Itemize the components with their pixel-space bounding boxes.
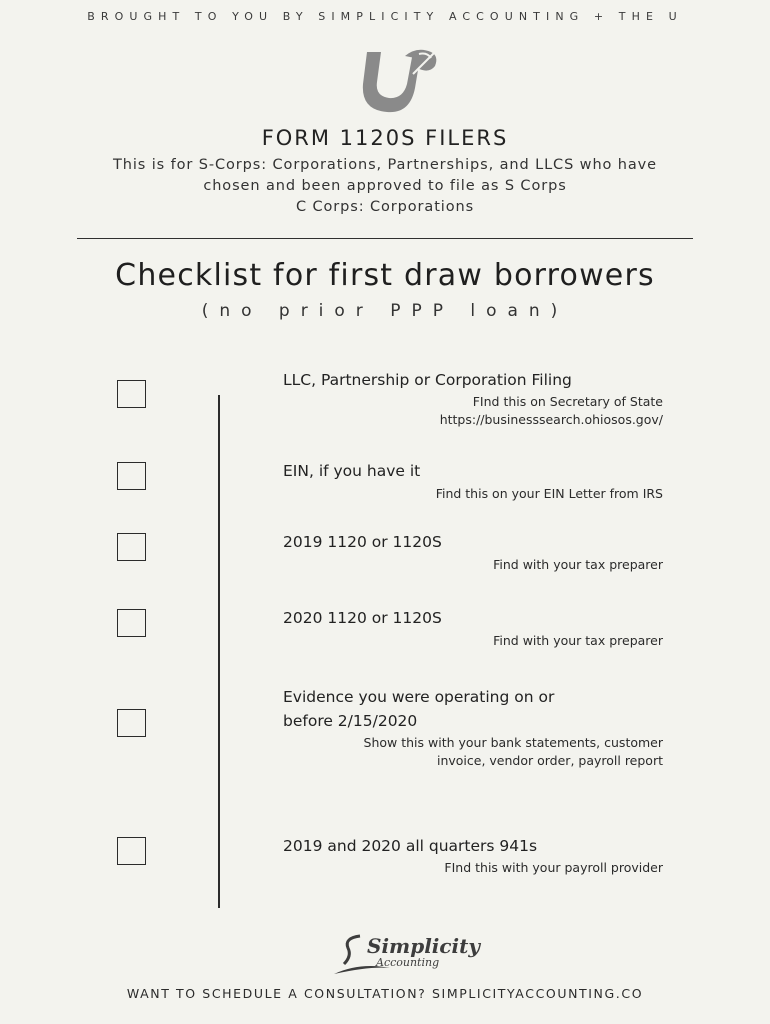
logo-accounting-text: Accounting: [376, 956, 440, 969]
item-title-line: EIN, if you have it: [283, 462, 421, 480]
item-detail-line: invoice, vendor order, payroll report: [436, 753, 663, 768]
cta-text: WANT TO SCHEDULE A CONSULTATION?: [126, 986, 427, 1001]
item-detail: [290, 632, 663, 650]
checklist-subtitle: (no prior PPP loan): [201, 301, 569, 321]
item-detail-link[interactable]: https://businesssearch.ohiosos.gov/: [439, 412, 663, 427]
item-title: [283, 530, 673, 554]
checkbox-2020-1120[interactable]: [117, 609, 146, 637]
item-title: [283, 606, 673, 630]
item-detail-line: Find with your tax preparer: [493, 557, 663, 572]
filer-description: [60, 155, 710, 218]
item-title-line: before 2/15/2020: [283, 712, 418, 730]
checkbox-941s[interactable]: [117, 837, 146, 865]
item-detail-line: Show this with your bank statements, customer: [363, 735, 663, 750]
item-detail: [290, 556, 663, 574]
item-detail: [290, 485, 663, 503]
item-title-line: 2019 and 2020 all quarters 941s: [283, 837, 538, 855]
item-detail: [290, 393, 663, 429]
checklist-title: Checklist for first draw borrowers: [115, 258, 655, 293]
item-detail-line: FInd this on Secretary of State: [472, 394, 663, 409]
website-link[interactable]: SIMPLICITYACCOUNTING.CO: [432, 986, 644, 1001]
consultation-cta: [0, 986, 770, 1001]
item-detail-line: FInd this with your payroll provider: [444, 860, 663, 875]
the-u-logo-icon: [355, 44, 445, 116]
item-title: [283, 368, 673, 392]
filer-description-line: C Corps: Corporations: [295, 199, 475, 215]
item-title: [283, 834, 673, 858]
checkbox-ein[interactable]: [117, 462, 146, 490]
item-title-line: LLC, Partnership or Corporation Filing: [283, 371, 572, 389]
checkbox-llc-filing[interactable]: [117, 380, 146, 408]
item-title-line: 2019 1120 or 1120S: [283, 533, 442, 551]
checkbox-evidence-operating[interactable]: [117, 709, 146, 737]
vertical-divider: [218, 395, 220, 908]
checkbox-2019-1120[interactable]: [117, 533, 146, 561]
logo-simplicity-text: Simplicity: [367, 934, 481, 958]
filer-description-line: chosen and been approved to file as S Corps: [203, 178, 567, 194]
item-title: [283, 459, 673, 483]
tagline: BROUGHT TO YOU BY SIMPLICITY ACCOUNTING + THE U: [87, 10, 683, 23]
form-title: FORM 1120S FILERS: [261, 126, 509, 150]
item-title-line: Evidence you were operating on or: [283, 688, 555, 706]
divider: [77, 238, 693, 239]
filer-description-line: This is for S-Corps: Corporations, Partnerships, and LLCS who have: [113, 157, 657, 173]
item-detail: [290, 859, 663, 877]
item-title: [283, 685, 673, 733]
item-detail: [290, 734, 663, 770]
item-title-line: 2020 1120 or 1120S: [283, 609, 442, 627]
item-detail-line: Find this on your EIN Letter from IRS: [435, 486, 663, 501]
item-detail-line: Find with your tax preparer: [493, 633, 663, 648]
